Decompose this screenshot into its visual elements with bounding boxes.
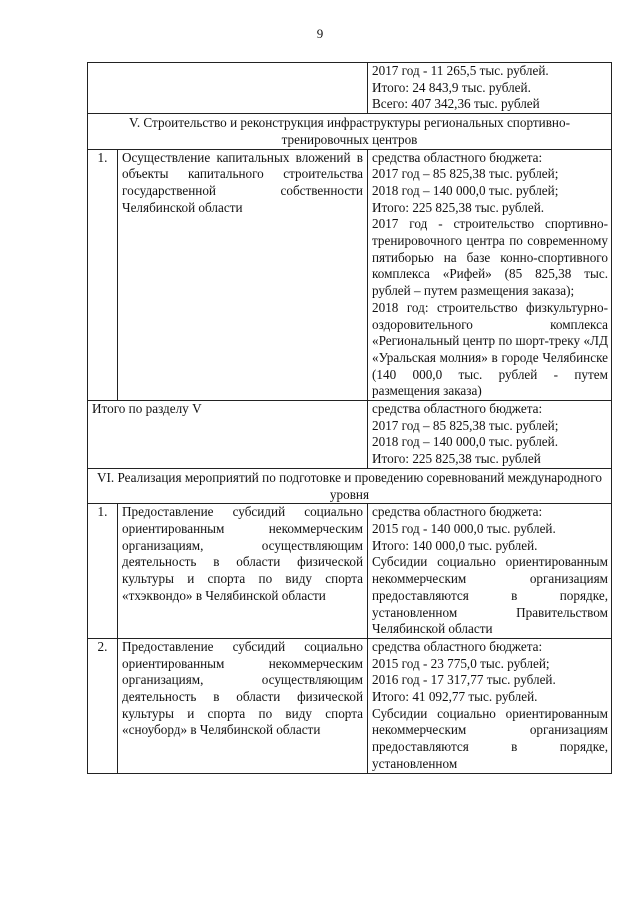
funding-line: Итого: 225 825,38 тыс. рублей	[372, 451, 541, 467]
funding-note: 2018 год: строительство физкультурно-оздоровительного комплекса «Региональный центр по шорт-треку «ЛД «Уральская молния» в городе Челябинске (140 000,0 тыс. рублей - путем размещения заказа)	[372, 299, 608, 399]
section-header-row	[88, 468, 612, 503]
funding-line: Итого: 225 825,38 тыс. рублей.	[372, 199, 545, 215]
section-title: V. Строительство и реконструкция инфраструктуры региональных спортивно-тренировочных центров	[88, 114, 612, 149]
funding-line: 2017 год – 85 825,38 тыс. рублей;	[372, 166, 559, 182]
table-row	[88, 63, 612, 114]
funding-cell	[368, 504, 612, 639]
funding-line: Итого: 41 092,77 тыс. рублей.	[372, 689, 538, 705]
program-table	[87, 62, 612, 774]
section-header-row	[88, 114, 612, 149]
table-row	[88, 504, 612, 639]
funding-cell	[368, 149, 612, 401]
funding-note: Субсидии социально ориентированным некоммерческим организациям предоставляются в порядке, установленном Правительством Челябинской области	[372, 554, 608, 637]
funding-note: 2017 год - строительство спортивно-тренировочного центра по современному пятиборью на базе конно-спортивного комплекса «Рифей» (85 825,38 тыс. рублей – путем размещения заказа);	[372, 216, 608, 299]
funding-line: средства областного бюджета:	[372, 504, 543, 520]
funding-cell	[368, 63, 612, 114]
funding-line: средства областного бюджета:	[372, 638, 543, 654]
total-label: Итого по разделу V	[88, 401, 368, 469]
funding-line: Всего: 407 342,36 тыс. рублей	[372, 96, 540, 112]
funding-line: 2018 год – 140 000,0 тыс. рублей;	[372, 182, 559, 198]
table-row	[88, 149, 612, 401]
funding-line: Итого: 24 843,9 тыс. рублей.	[372, 79, 531, 95]
funding-line: средства областного бюджета:	[372, 401, 543, 417]
funding-line: 2015 год - 23 775,0 тыс. рублей;	[372, 655, 550, 671]
table-row	[88, 638, 612, 773]
row-number: 1.	[88, 504, 118, 639]
funding-line: 2016 год - 17 317,77 тыс. рублей.	[372, 672, 556, 688]
row-description: Предоставление субсидий социально ориентированным некоммерческим организациям, осуществляющим деятельность в области физической культуры и спорта по виду спорта «сноуборд» в Челябинской области	[118, 638, 368, 773]
funding-line: 2017 год – 85 825,38 тыс. рублей;	[372, 417, 559, 433]
section-title: VI. Реализация мероприятий по подготовке и проведению соревнований международного уровня	[88, 468, 612, 503]
row-description: Предоставление субсидий социально ориентированным некоммерческим организациям, осуществляющим деятельность в области физической культуры и спорта по виду спорта «тхэквондо» в Челябинской области	[118, 504, 368, 639]
page-number: 9	[316, 26, 324, 41]
funding-line: 2015 год - 140 000,0 тыс. рублей.	[372, 520, 556, 536]
funding-cell	[368, 638, 612, 773]
funding-line: 2018 год – 140 000,0 тыс. рублей.	[372, 434, 558, 450]
section-total-row	[88, 401, 612, 469]
funding-line: средства областного бюджета:	[372, 149, 543, 165]
row-description: Осуществление капитальных вложений в объекты капитального строительства государственной собственности Челябинской области	[118, 149, 368, 401]
funding-line: Итого: 140 000,0 тыс. рублей.	[372, 537, 538, 553]
funding-line: 2017 год - 11 265,5 тыс. рублей.	[372, 63, 549, 78]
empty-cell	[88, 63, 368, 114]
row-number: 2.	[88, 638, 118, 773]
funding-cell	[368, 401, 612, 469]
funding-note: Субсидии социально ориентированным некоммерческим организациям предоставляются в порядке, установленном	[372, 705, 608, 771]
row-number: 1.	[88, 149, 118, 401]
